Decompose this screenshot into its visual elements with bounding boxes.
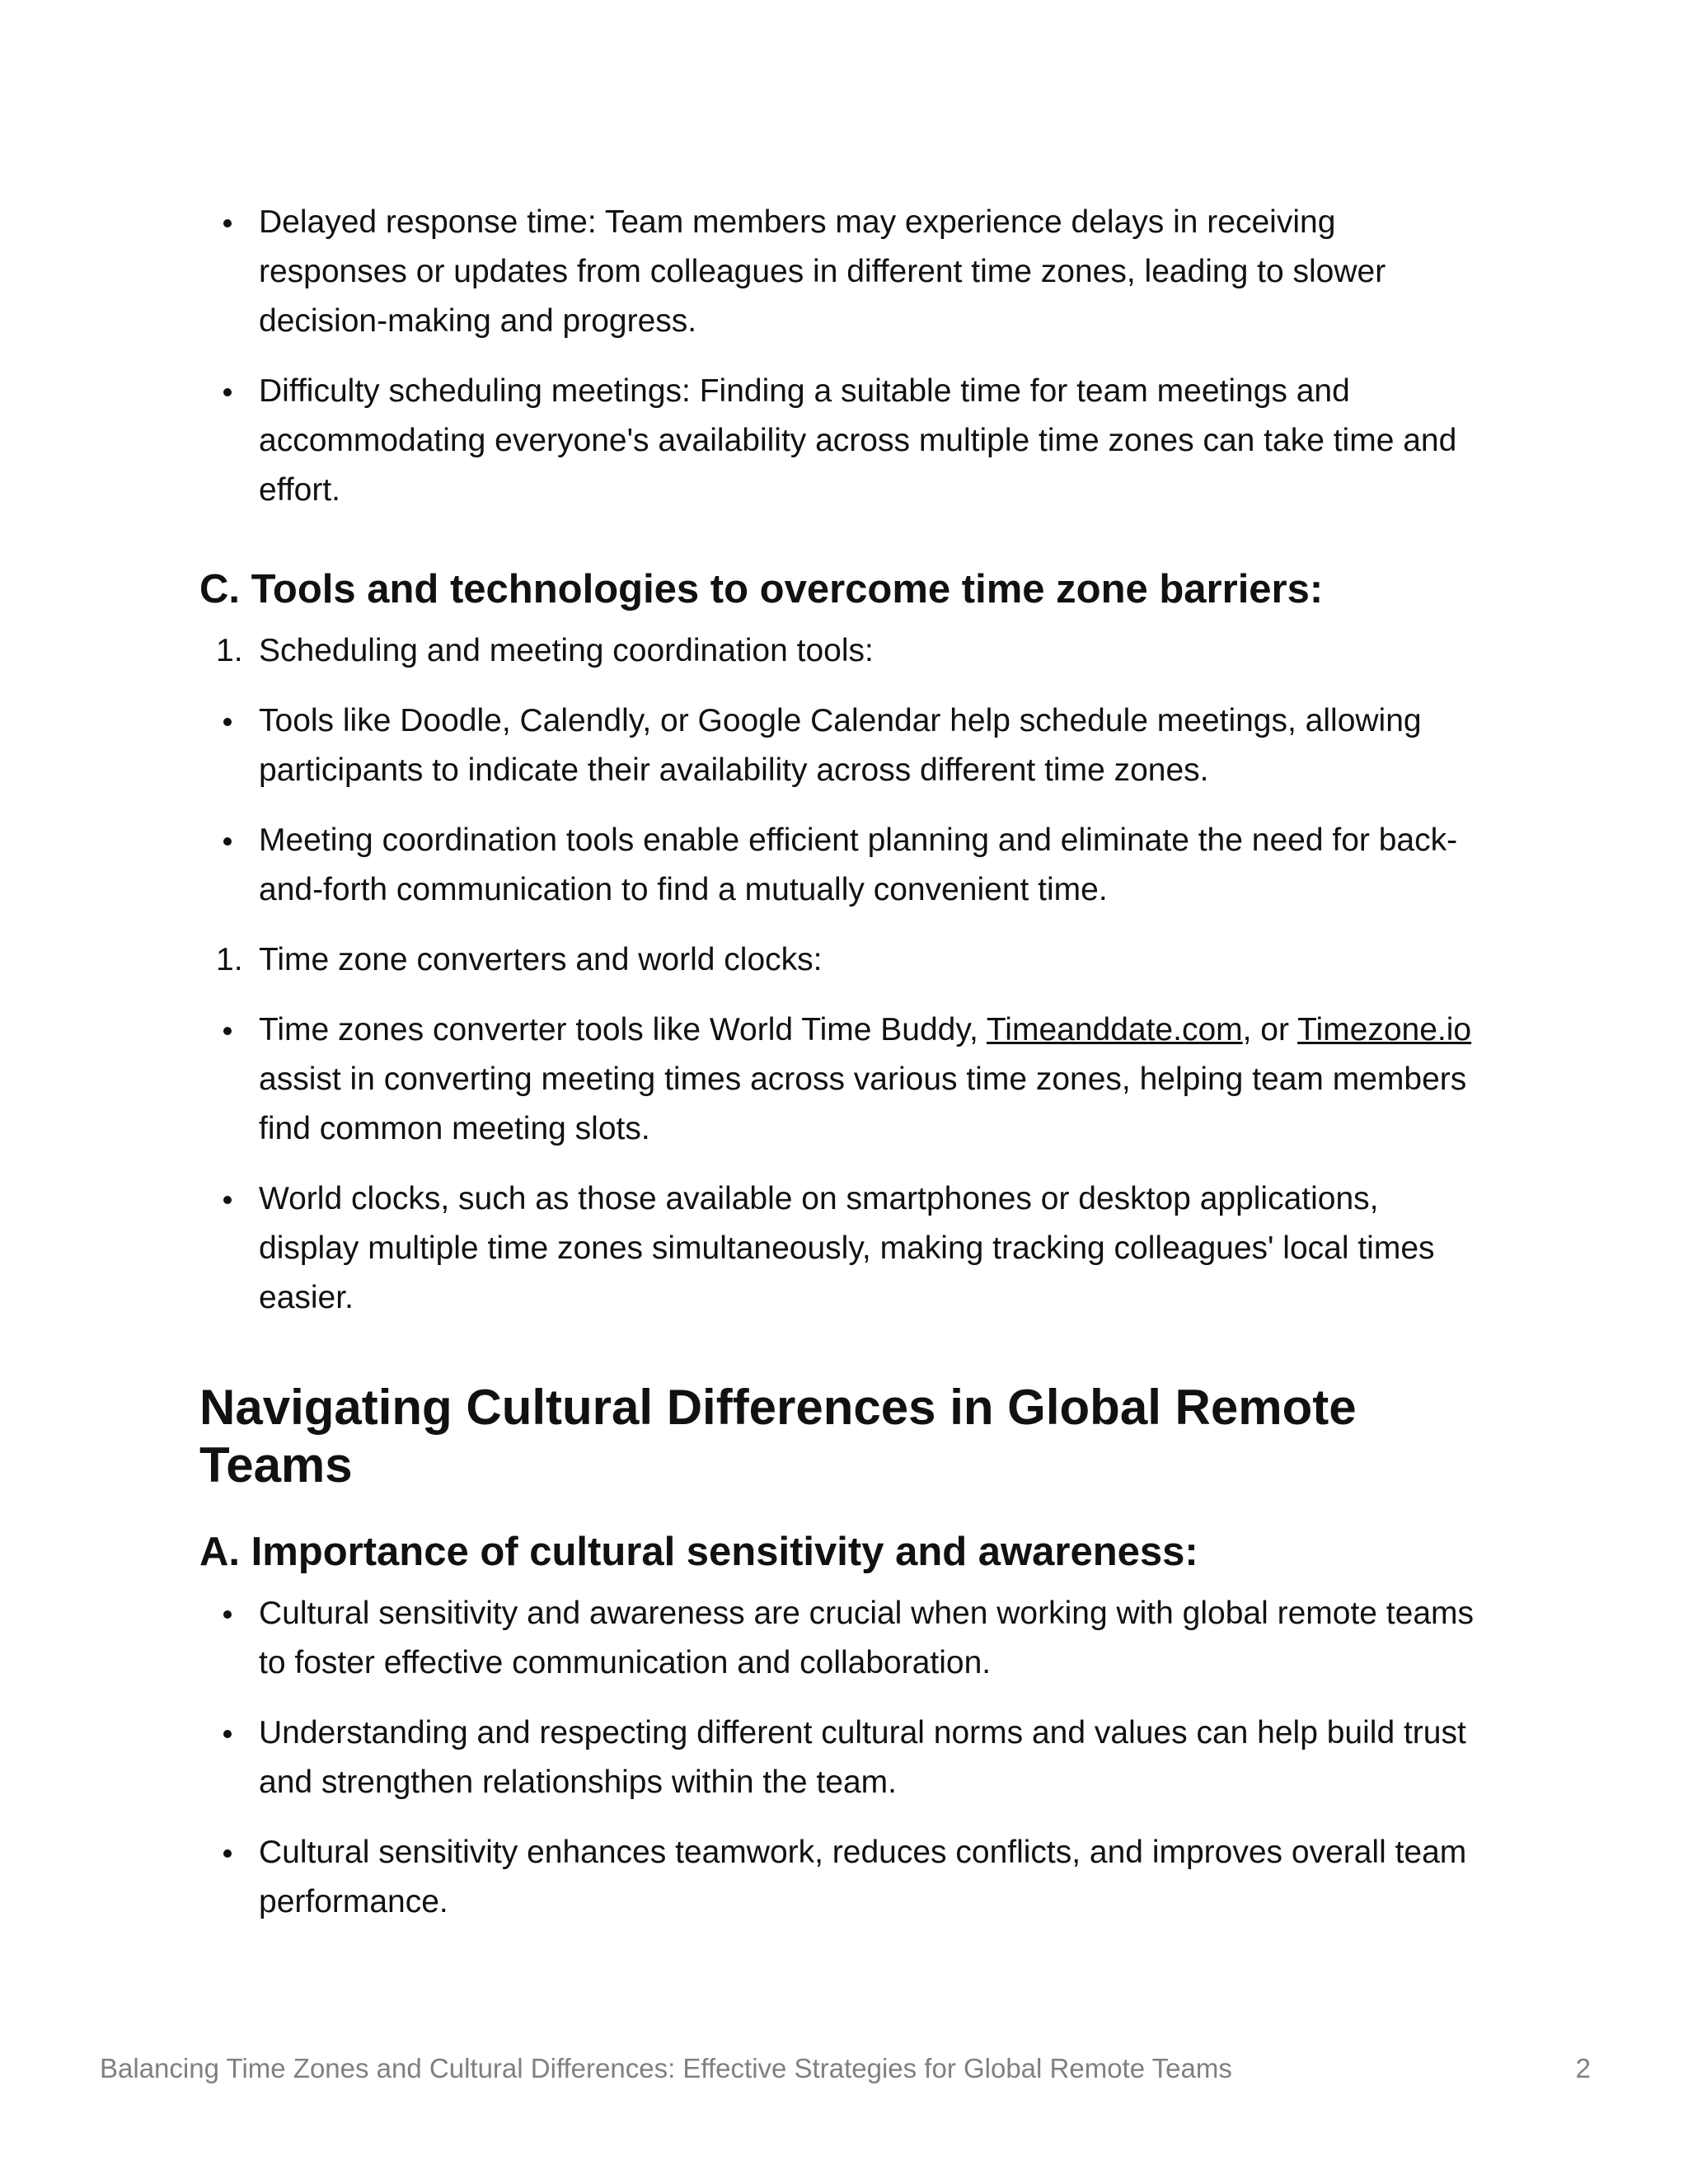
bullet-text: , or (1242, 1012, 1298, 1047)
list-item: Meeting coordination tools enable efficient planning and eliminate the need for back-and-forth communication to find a mutually convenient time. (199, 816, 1485, 915)
list-item: Tools like Doodle, Calendly, or Google Calendar help schedule meetings, allowing participants to indicate their availability across different time zones. (199, 696, 1485, 795)
numbered-item-label: Scheduling and meeting coordination tools: (259, 633, 874, 668)
list-item: Cultural sensitivity and awareness are crucial when working with global remote teams to foster effective communication and collaboration. (199, 1589, 1485, 1688)
chapter-heading: Navigating Cultural Differences in Global Remote Teams (199, 1380, 1357, 1493)
section-heading: A. Importance of cultural sensitivity and awareness: (199, 1530, 1198, 1574)
page-number: 2 (1575, 2053, 1591, 2083)
timeanddate-link[interactable]: Timeanddate.com (986, 1012, 1243, 1047)
list-item (199, 1005, 1485, 1154)
footer-title: Balancing Time Zones and Cultural Differences: Effective Strategies for Global Remote Teams (100, 2053, 1232, 2083)
timezone-io-link[interactable]: Timezone.io (1297, 1012, 1472, 1047)
numbered-item (199, 626, 1485, 676)
document-page (199, 198, 1485, 1947)
list-number: 1. (216, 942, 243, 977)
section-heading: C. Tools and technologies to overcome time zone barriers: (199, 567, 1324, 612)
bullet-text: Time zones converter tools like World Time Buddy, (259, 1012, 987, 1047)
list-item: Understanding and respecting different cultural norms and values can help build trust and strengthen relationships within the team. (199, 1708, 1485, 1807)
numbered-item (199, 935, 1485, 985)
list-item: Delayed response time: Team members may experience delays in receiving responses or updates from colleagues in different time zones, leading to slower decision-making and progress. (199, 198, 1485, 346)
cultural-sensitivity-list (199, 1589, 1485, 1927)
numbered-item-label: Time zone converters and world clocks: (259, 942, 823, 977)
scheduling-tools-list (199, 696, 1485, 915)
list-item: Difficulty scheduling meetings: Finding a suitable time for team meetings and accommodating everyone's availability across multiple time zones can take time and effort. (199, 367, 1485, 515)
time-zone-challenges-list (199, 198, 1485, 515)
list-item: Cultural sensitivity enhances teamwork, reduces conflicts, and improves overall team performance. (199, 1828, 1485, 1927)
list-item: World clocks, such as those available on smartphones or desktop applications, display multiple time zones simultaneously, making tracking colleagues' local times easier. (199, 1174, 1485, 1323)
bullet-text: assist in converting meeting times across various time zones, helping team members find common meeting slots. (259, 1062, 1467, 1146)
list-number: 1. (216, 633, 243, 668)
time-zone-converters-list (199, 1005, 1485, 1323)
